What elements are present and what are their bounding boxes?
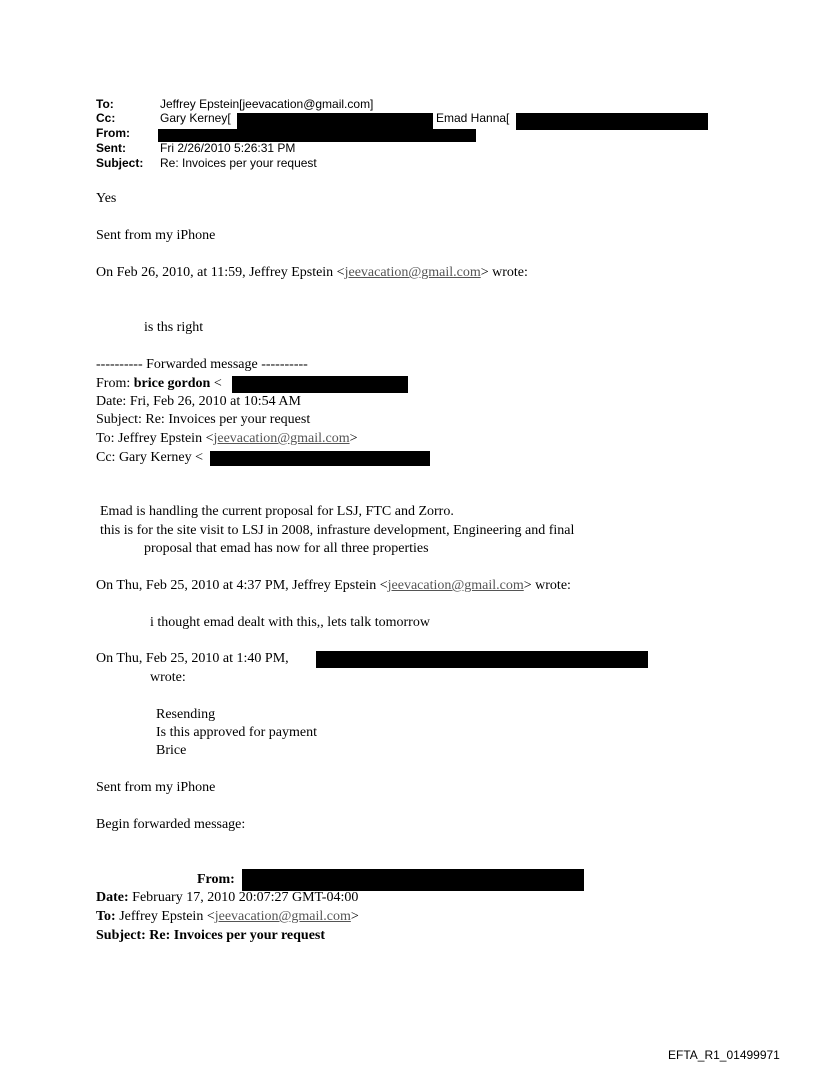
forwarded-to-prefix: To: Jeffrey Epstein <	[96, 431, 214, 446]
inner-date-label: Date:	[96, 890, 129, 905]
quote1-intro-suffix: > wrote:	[480, 265, 528, 280]
quote3-signature: Sent from my iPhone	[96, 780, 216, 795]
inner-to-label: To:	[96, 909, 116, 924]
forwarded-from-name: brice gordon	[133, 376, 211, 391]
redaction-bar	[232, 376, 408, 393]
forwarded-date: Date: Fri, Feb 26, 2010 at 10:54 AM	[96, 394, 301, 409]
forwarded-from	[96, 375, 222, 392]
forwarded-from-prefix: From:	[96, 376, 134, 391]
forwarded-divider: ---------- Forwarded message ----------	[96, 357, 308, 372]
forwarded-to-suffix: >	[349, 431, 358, 446]
inner-to-prefix: Jeffrey Epstein <	[115, 909, 215, 924]
quote3-body-line1: Resending	[156, 707, 216, 722]
quote2-body: i thought emad dealt with this,, lets talk tomorrow	[150, 615, 430, 630]
quote2-intro	[96, 577, 571, 594]
header-sent-label: Sent:	[96, 141, 126, 155]
forwarded-body-line2: this is for the site visit to LSJ in 2008, infrasture development, Engineering and final	[100, 523, 575, 538]
redaction-bar	[242, 869, 584, 891]
inner-date	[96, 889, 358, 906]
begin-forwarded-label: Begin forwarded message:	[96, 817, 246, 832]
forwarded-body-line1: Emad is handling the current proposal for LSJ, FTC and Zorro.	[100, 504, 454, 519]
inner-subject-value: Re: Invoices per your request	[145, 928, 326, 943]
header-cc-value-1: Gary Kerney[	[160, 111, 231, 125]
header-to-value: Jeffrey Epstein[jeevacation@gmail.com]	[160, 97, 374, 111]
redaction-bar	[516, 113, 708, 130]
forwarded-subject: Subject: Re: Invoices per your request	[96, 412, 311, 427]
document-id: EFTA_R1_01499971	[668, 1048, 780, 1062]
redaction-bar	[316, 651, 648, 668]
forwarded-to-email-link[interactable]: jeevacation@gmail.com	[213, 431, 350, 446]
header-subject-value: Re: Invoices per your request	[160, 156, 317, 170]
header-to-label: To:	[96, 97, 114, 111]
header-cc-label: Cc:	[96, 111, 116, 125]
inner-from-label: From:	[197, 872, 235, 887]
quote1-body: is ths right	[144, 320, 204, 335]
inner-to	[96, 908, 359, 925]
inner-subject-label: Subject:	[96, 928, 146, 943]
redaction-bar	[237, 113, 433, 129]
quote3-intro-line1: On Thu, Feb 25, 2010 at 1:40 PM,	[96, 651, 289, 666]
inner-subject	[96, 927, 325, 944]
quote2-intro-prefix: On Thu, Feb 25, 2010 at 4:37 PM, Jeffrey Epstein <	[96, 578, 388, 593]
header-from-label: From:	[96, 126, 130, 140]
quote3-body-line3: Brice	[156, 743, 187, 758]
forwarded-body-line3: proposal that emad has now for all three properties	[144, 541, 429, 556]
quote2-email-link[interactable]: jeevacation@gmail.com	[387, 578, 524, 593]
forwarded-cc: Cc: Gary Kerney <	[96, 450, 204, 465]
forwarded-to	[96, 430, 358, 447]
inner-to-email-link[interactable]: jeevacation@gmail.com	[214, 909, 351, 924]
quote3-intro-line2: wrote:	[150, 670, 186, 685]
quote1-email-link[interactable]: jeevacation@gmail.com	[344, 265, 481, 280]
inner-date-value: February 17, 2010 20:07:27 GMT-04:00	[128, 890, 359, 905]
reply-signature: Sent from my iPhone	[96, 228, 216, 243]
forwarded-from-bracket: <	[210, 376, 222, 391]
quote1-intro	[96, 264, 528, 281]
redaction-bar	[210, 451, 430, 466]
quote3-body-line2: Is this approved for payment	[156, 725, 317, 740]
header-sent-value: Fri 2/26/2010 5:26:31 PM	[160, 141, 296, 155]
header-cc-value-2: Emad Hanna[	[436, 111, 510, 125]
inner-to-suffix: >	[350, 909, 359, 924]
quote1-intro-prefix: On Feb 26, 2010, at 11:59, Jeffrey Epstein <	[96, 265, 345, 280]
quote2-intro-suffix: > wrote:	[523, 578, 571, 593]
header-subject-label: Subject:	[96, 156, 144, 170]
reply-body: Yes	[96, 191, 117, 206]
